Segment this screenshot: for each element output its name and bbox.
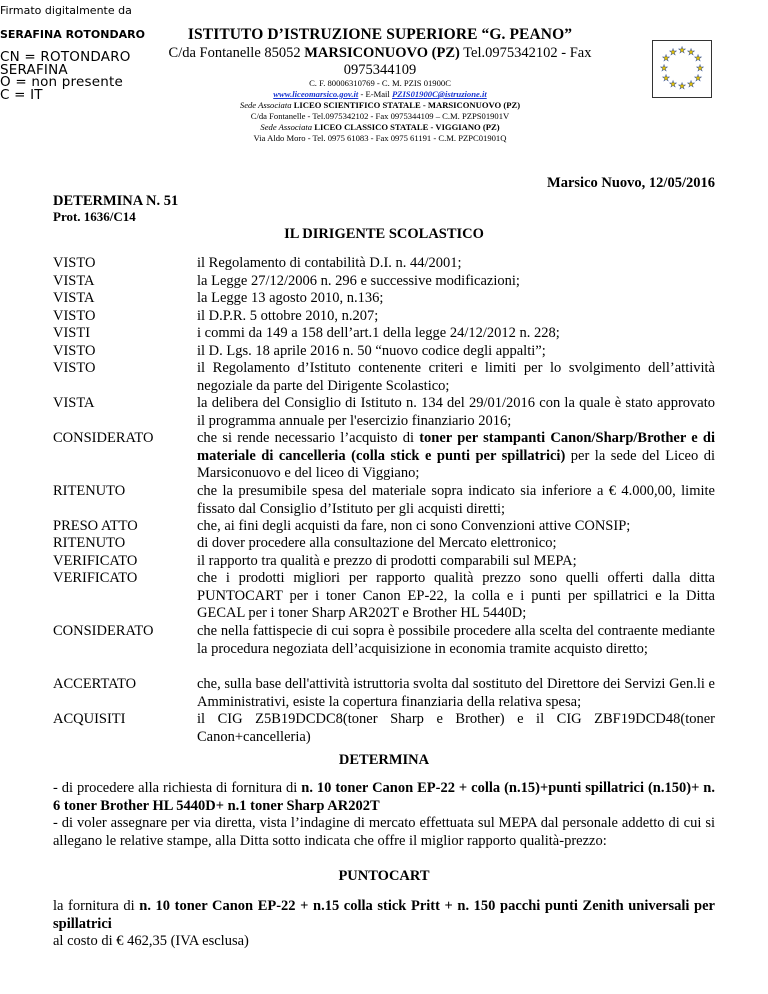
label-3: VISTA xyxy=(53,290,95,306)
institute-title: ISTITUTO D’ISTRUZIONE SUPERIORE “G. PEANO” xyxy=(187,26,573,43)
label-4: VISTO xyxy=(53,308,96,324)
label-7: VISTO xyxy=(53,360,96,376)
label-11: PRESO ATTO xyxy=(53,518,138,534)
label-10: RITENUTO xyxy=(53,483,126,499)
institute-address xyxy=(140,45,620,79)
sede1-line xyxy=(140,100,620,111)
email-label: - E-Mail xyxy=(358,89,392,99)
signature-o-line: O = non presente xyxy=(0,74,124,90)
label-16: ACCERTATO xyxy=(53,676,137,692)
text-1: il Regolamento di contabilità D.I. n. 44/2001; xyxy=(197,255,462,271)
text-13: il rapporto tra qualità e prezzo di prodotti comparabili sul MEPA; xyxy=(197,553,577,569)
institute-details xyxy=(140,78,620,144)
paragraph-3 xyxy=(53,898,715,933)
text-7: il Regolamento d’Istituto contenente criteri e limiti per lo svolgimento dell’attività negoziale da parte del Dirigente Scolastico; xyxy=(197,360,715,394)
paragraph-4: al costo di € 462,35 (IVA esclusa) xyxy=(53,933,249,949)
text-5: i commi da 149 a 158 dell’art.1 della legge 24/12/2012 n. 228; xyxy=(197,325,560,341)
email-link[interactable]: PZIS01900C@istruzione.it xyxy=(391,89,487,99)
signature-signer: SERAFINA ROTONDARO xyxy=(0,28,145,41)
signature-label: Firmato digitalmente da xyxy=(0,4,132,17)
address-phone: Tel.0975342102 - Fax xyxy=(459,45,592,61)
svg-text:★: ★ xyxy=(659,64,669,74)
text-10: che la presumibile spesa del materiale sopra indicato sia inferiore a € 4.000,00, limite fissato dal Consiglio d’Istituto per gli acquisti diretti; xyxy=(197,483,715,517)
text-9 xyxy=(197,430,715,483)
svg-text:★: ★ xyxy=(661,54,671,64)
document-date: Marsico Nuovo, 12/05/2016 xyxy=(547,175,715,191)
signature-cn-line1: CN = ROTONDARO xyxy=(0,49,131,65)
paragraph-2: - di voler assegnare per via diretta, vista l’indagine di mercato effettuata sul MEPA dal personale addetto di cui si allegano le relative stampe, alla Ditta sotto indicata che offre il miglior rapporto qualità-prezzo: xyxy=(53,815,715,849)
text-9-post: per la sede del Liceo di Marsiconuovo e del liceo di Viggiano; xyxy=(197,447,715,481)
company-heading: PUNTOCART xyxy=(338,868,430,884)
sede2-line xyxy=(140,122,620,133)
protocol-number: Prot. 1636/C14 xyxy=(53,209,136,224)
text-8: la delibera del Consiglio di Istituto n. 134 del 29/01/2016 con la quale è stato approvato il programma annuale per l'esercizio finanziario 2016; xyxy=(197,395,715,429)
paragraph-3-bold: n. 10 toner Canon EP-22 + n.15 colla stick Pritt + n. 150 pacchi punti Zenith universali per spillatrici xyxy=(53,898,715,932)
svg-text:★: ★ xyxy=(686,80,696,90)
eu-stars-icon xyxy=(653,41,711,97)
address-city: MARSICONUOVO (PZ) xyxy=(304,45,460,61)
text-2: la Legge 27/12/2006 n. 296 e successive modificazioni; xyxy=(197,273,520,289)
text-15: che nella fattispecie di cui sopra è possibile procedere alla scelta del contraente mediante la procedura negoziata dell’acquisizione in economia tramite acquisto diretto; xyxy=(197,623,715,657)
determina-heading: DETERMINA xyxy=(338,752,430,768)
text-6: il D. Lgs. 18 aprile 2016 n. 50 “nuovo codice degli appalti”; xyxy=(197,343,546,359)
label-8: VISTA xyxy=(53,395,95,411)
svg-text:★: ★ xyxy=(677,82,687,92)
svg-text:★: ★ xyxy=(695,64,705,74)
label-6: VISTO xyxy=(53,343,96,359)
svg-text:★: ★ xyxy=(668,48,678,58)
paragraph-1-bold: n. 10 toner Canon EP-22 + colla (n.15)+punti spillatrici (n.150)+ n. 6 toner Brother HL 5440D+ n.1 toner Sharp AR202T xyxy=(53,780,715,814)
website-link[interactable]: www.liceomarsico.gov.it xyxy=(273,89,359,99)
text-3: la Legge 13 agosto 2010, n.136; xyxy=(197,290,384,306)
text-11: che, ai fini degli acquisti da fare, non ci sono Convenzioni attive CONSIP; xyxy=(197,518,631,534)
text-4: il D.P.R. 5 ottobre 2010, n.207; xyxy=(197,308,379,324)
sede2-name: LICEO CLASSICO STATALE - VIGGIANO (PZ) xyxy=(314,122,500,132)
svg-text:★: ★ xyxy=(661,74,671,84)
label-9: CONSIDERATO xyxy=(53,430,154,446)
svg-text:★: ★ xyxy=(693,54,703,64)
svg-text:★: ★ xyxy=(668,80,678,90)
address-prefix: C/da Fontanelle 85052 xyxy=(168,45,305,61)
text-9-bold: toner per stampanti Canon/Sharp/Brother e di materiale di cancelleria (colla stick e punti per spillatrici) xyxy=(197,430,715,464)
address-fax: 0975344109 xyxy=(343,62,417,78)
svg-text:★: ★ xyxy=(677,46,687,56)
label-1: VISTO xyxy=(53,255,96,271)
eu-flag-logo xyxy=(652,40,712,98)
text-9-pre: che si rende necessario l’acquisto di xyxy=(197,430,420,446)
determina-number: DETERMINA N. 51 xyxy=(53,193,179,209)
sede2-address: Via Aldo Moro - Tel. 0975 61083 - Fax 0975 61191 - C.M. PZPC01901Q xyxy=(253,133,507,143)
contact-line xyxy=(140,89,620,100)
label-2: VISTA xyxy=(53,273,95,289)
dirigente-heading: IL DIRIGENTE SCOLASTICO xyxy=(284,226,484,242)
signature-c-line: C = IT xyxy=(0,87,43,103)
text-12: di dover procedere alla consultazione del Mercato elettronico; xyxy=(197,535,557,551)
sede2-label: Sede Associata xyxy=(260,122,315,132)
sede1-address: C/da Fontanelle - Tel.0975342102 - Fax 0975344109 – C.M. PZPS01901V xyxy=(250,111,510,121)
label-17: ACQUISITI xyxy=(53,711,126,727)
paragraph-3-pre: la fornitura di xyxy=(53,898,140,914)
label-5: VISTI xyxy=(53,325,91,341)
label-12: RITENUTO xyxy=(53,535,126,551)
sede1-name: LICEO SCIENTIFICO STATALE - MARSICONUOVO (PZ) xyxy=(293,100,521,110)
text-16: che, sulla base dell'attività istruttoria svolta dal sostituto del Direttore dei Servizi Gen.li e Amministrativi, esiste la copertura finanziaria della relativa spesa; xyxy=(197,676,715,710)
label-14: VERIFICATO xyxy=(53,570,138,586)
text-14: che i prodotti migliori per rapporto qualità prezzo sono quelli offerti dalla ditta PUNTOCART per i toner Canon EP-22, la colla e i punti per spillatrici e la Ditta GECAL per i toner Sharp AR202T e Brother HL 5440D; xyxy=(197,570,715,621)
text-17: il CIG Z5B19DCDC8(toner Sharp e Brother) e il CIG ZBF19DCD48(toner Canon+cancelleria) xyxy=(197,711,715,745)
svg-text:★: ★ xyxy=(693,74,703,84)
label-15: CONSIDERATO xyxy=(53,623,154,639)
paragraph-1 xyxy=(53,780,715,815)
paragraph-1-pre: - di procedere alla richiesta di fornitura di xyxy=(53,780,302,796)
label-13: VERIFICATO xyxy=(53,553,138,569)
signature-cn-line2: SERAFINA xyxy=(0,62,68,78)
svg-text:★: ★ xyxy=(686,48,696,58)
cf-line: C. F. 80006310769 - C. M. PZIS 01900C xyxy=(309,78,451,88)
sede1-label: Sede Associata xyxy=(239,100,294,110)
